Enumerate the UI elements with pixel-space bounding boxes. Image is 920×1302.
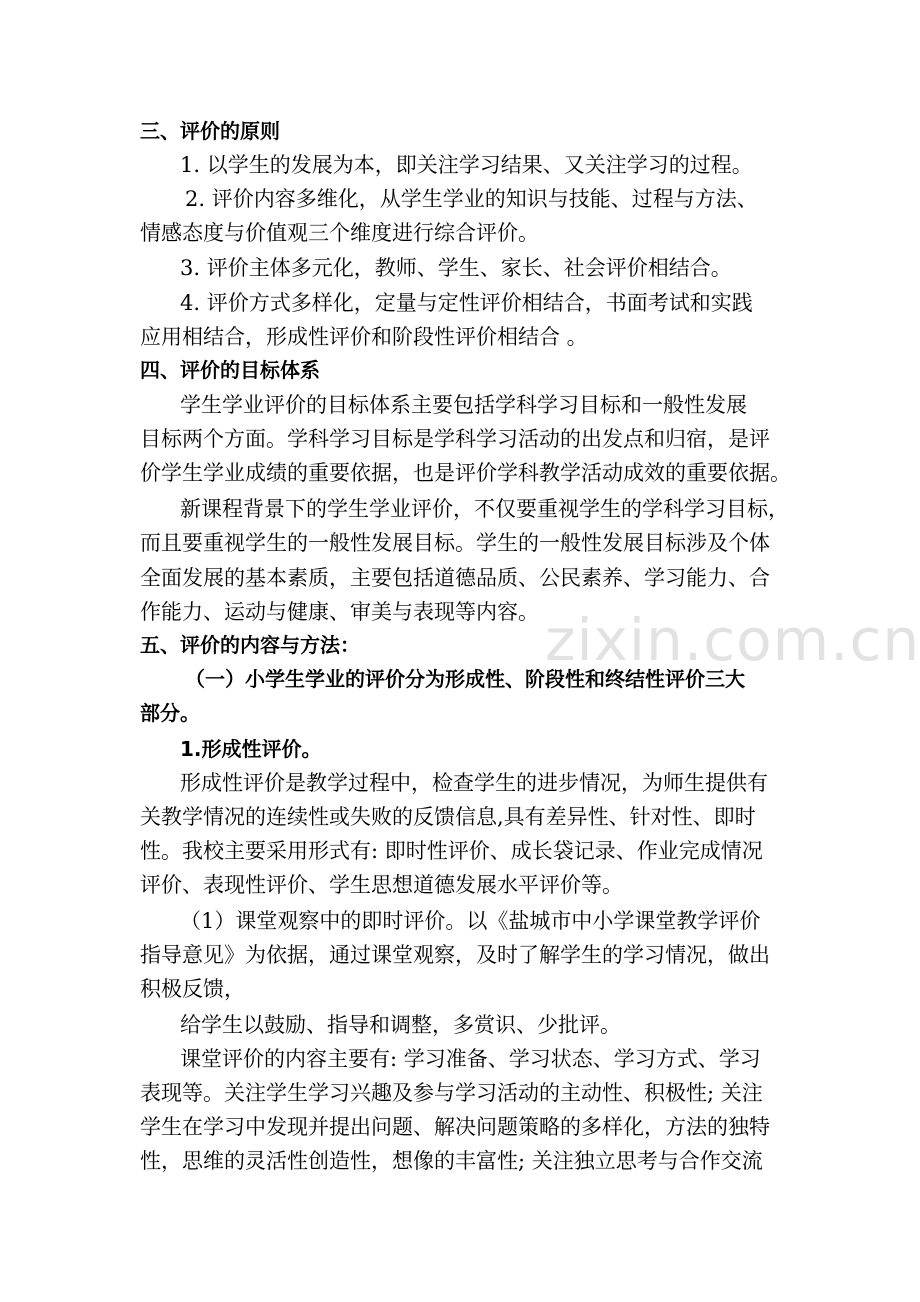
- paragraph-line: 2. 评价内容多维化，从学生学业的知识与技能、过程与方法、: [185, 187, 758, 211]
- paragraph-line: 关教学情况的连续性或失败的反馈信息,具有差异性、针对性、即时: [140, 805, 756, 829]
- heading-principles: 三、评价的原则: [140, 119, 280, 143]
- paragraph-line: 全面发展的基本素质，主要包括道德品质、公民素养、学习能力、合: [140, 566, 770, 590]
- paragraph-line: 作能力、运动与健康、审美与表现等内容。: [140, 600, 539, 624]
- heading-goal-system: 四、评价的目标体系: [140, 358, 320, 382]
- paragraph-line: 价学生学业成绩的重要依据，也是评价学科教学活动成效的重要依据。: [140, 461, 791, 485]
- paragraph-line: 目标两个方面。学科学习目标是学科学习活动的出发点和归宿，是评: [140, 427, 770, 451]
- paragraph-line: 而且要重视学生的一般性发展目标。学生的一般性发展目标涉及个体: [140, 531, 770, 555]
- paragraph-line: 评价、表现性评价、学生思想道德发展水平评价等。: [140, 873, 623, 897]
- watermark: zixin.com.cn: [545, 606, 920, 674]
- paragraph-line: 性，思维的灵活性创造性，想像的丰富性; 关注独立思考与合作交流: [140, 1149, 763, 1173]
- paragraph-line: 性。我校主要采用形式有: 即时性评价、成长袋记录、作业完成情况: [140, 839, 763, 863]
- paragraph-line: 情感态度与价值观三个维度进行综合评价。: [140, 221, 539, 245]
- paragraph-line: 新课程背景下的学生学业评价，不仅要重视学生的学科学习目标，: [180, 497, 789, 521]
- paragraph-line: 指导意见》为依据，通过课堂观察，及时了解学生的学习情况，做出: [140, 943, 770, 967]
- subheading-line: 部分。: [140, 701, 200, 725]
- paragraph-line: 4. 评价方式多样化，定量与定性评价相结合，书面考试和实践: [180, 291, 753, 315]
- paragraph-line: 学生学业评价的目标体系主要包括学科学习目标和一般性发展: [180, 393, 747, 417]
- paragraph-line: 形成性评价是教学过程中，检查学生的进步情况，为师生提供有: [180, 771, 768, 795]
- paragraph-line: 应用相结合，形成性评价和阶段性评价相结合 。: [140, 325, 588, 349]
- paragraph-line: 给学生以鼓励、指导和调整，多赏识、少批评。: [180, 1013, 621, 1037]
- paragraph-line: 学生在学习中发现并提出问题、解决问题策略的多样化，方法的独特: [140, 1115, 770, 1139]
- subheading-line: （一）小学生学业的评价分为形成性、阶段性和终结性评价三大: [185, 667, 745, 691]
- paragraph-line: （1）课堂观察中的即时评价。以《盐城市中小学课堂教学评价: [180, 909, 761, 933]
- heading-formative-evaluation: 1.形成性评价。: [180, 737, 322, 761]
- paragraph-line: 课堂评价的内容主要有: 学习准备、学习状态、学习方式、学习: [180, 1047, 761, 1071]
- heading-content-methods: 五、评价的内容与方法：: [140, 633, 360, 657]
- paragraph-line: 积极反馈，: [140, 977, 245, 1001]
- paragraph-line: 1. 以学生的发展为本，即关注学习结果、又关注学习的过程。: [180, 153, 753, 177]
- paragraph-line: 3. 评价主体多元化，教师、学生、家长、社会评价相结合。: [180, 256, 732, 280]
- paragraph-line: 表现等。关注学生学习兴趣及参与学习活动的主动性、积极性; 关注: [140, 1081, 763, 1105]
